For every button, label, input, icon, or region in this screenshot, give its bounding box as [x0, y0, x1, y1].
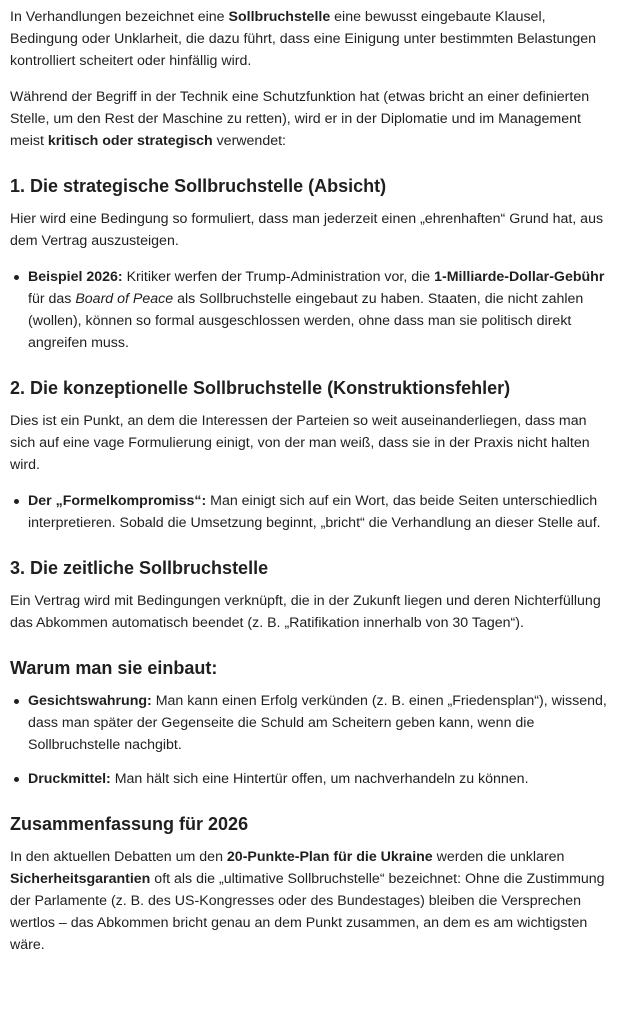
term-sollbruchstelle: Sollbruchstelle [228, 9, 331, 25]
text: für das [28, 291, 76, 307]
text: als Sollbruchstelle eingebaut zu haben. Staaten, die nicht zahlen (wollen), können so formal ausgeschlossen werden, ohne dass man sie politisch direkt angreifen muss. [28, 291, 584, 351]
bullet-label: Beispiel 2026: [28, 269, 123, 285]
bullet-label: Gesichtswahrung: [28, 693, 152, 709]
section-5-text [10, 846, 612, 956]
intro-paragraph-2 [10, 86, 612, 152]
text: Kritiker werfen der Trump-Administration vor, die [122, 269, 435, 285]
section-heading-2: 2. Die konzeptionelle Sollbruchstelle (Konstruktionsfehler) [10, 378, 511, 398]
section-3-text: Ein Vertrag wird mit Bedingungen verknüpft, die in der Zukunft liegen und deren Nichterfüllung das Abkommen automatisch beendet (z. B. „Ratifikation innerhalb von 30 Tagen“). [10, 593, 601, 631]
text: In Verhandlungen bezeichnet eine [10, 9, 229, 25]
section-heading-3: 3. Die zeitliche Sollbruchstelle [10, 558, 269, 578]
list-item [28, 690, 612, 756]
bullet-label: Der „Formelkompromiss“: [28, 493, 207, 509]
section-heading-4: Warum man sie einbaut: [10, 658, 218, 678]
list-item [28, 490, 612, 534]
text: In den aktuellen Debatten um den [10, 849, 227, 865]
section-2-list [10, 490, 612, 534]
section-heading-1: 1. Die strategische Sollbruchstelle (Absicht) [10, 176, 387, 196]
text: verwendet: [212, 133, 286, 149]
bullet-label: Druckmittel: [28, 771, 111, 787]
list-item [28, 768, 612, 790]
text: eine bewusst eingebaute Klausel, Bedingung oder Unklarheit, die dazu führt, dass eine Einigung unter bestimmten Belastungen kontrolliert scheitert oder hinfällig wird. [10, 9, 597, 69]
italic-term: Board of Peace [75, 291, 174, 307]
intro-paragraph-1 [10, 6, 612, 72]
list-item [28, 266, 612, 354]
emphasis: 1-Milliarde-Dollar-Gebühr [434, 269, 605, 285]
section-1-text: Hier wird eine Bedingung so formuliert, dass man jederzeit einen „ehrenhaften“ Grund hat, aus dem Vertrag auszusteigen. [10, 211, 604, 249]
section-1-list [10, 266, 612, 354]
text: Man einigt sich auf ein Wort, das beide Seiten unterschiedlich interpretieren. Sobald die Umsetzung beginnt, „bricht“ die Verhandlung an dieser Stelle auf. [28, 493, 601, 531]
section-heading-5: Zusammenfassung für 2026 [10, 814, 249, 834]
text: Man hält sich eine Hintertür offen, um nachverhandeln zu können. [110, 771, 529, 787]
text: oft als die „ultimative Sollbruchstelle“ bezeichnet: Ohne die Zustimmung der Parlamente (z. B. des US-Kongresses oder des Bundestages) bleiben die Versprechen wertlos – das Abkommen bricht genau an dem Punkt zusammen, an dem es am wichtigsten wäre. [10, 871, 605, 953]
emphasis: kritisch oder strategisch [47, 133, 213, 149]
emphasis: Sicherheitsgarantien [10, 871, 151, 887]
text: Man kann einen Erfolg verkünden (z. B. einen „Friedensplan“), wissend, dass man später der Gegenseite die Schuld am Scheitern geben kann, wenn die Sollbruchstelle nachgibt. [28, 693, 607, 753]
text: werden die unklaren [432, 849, 565, 865]
section-4-list [10, 690, 612, 790]
emphasis: 20-Punkte-Plan für die Ukraine [226, 849, 433, 865]
text: Während der Begriff in der Technik eine Schutzfunktion hat (etwas bricht an einer definierten Stelle, um den Rest der Maschine zu retten), wird er in der Diplomatie und im Management meist [10, 89, 590, 149]
section-2-text: Dies ist ein Punkt, an dem die Interessen der Parteien so weit auseinanderliegen, dass man sich auf eine vage Formulierung einigt, von der man weiß, dass sie in der Praxis nicht halten wird. [10, 413, 590, 473]
